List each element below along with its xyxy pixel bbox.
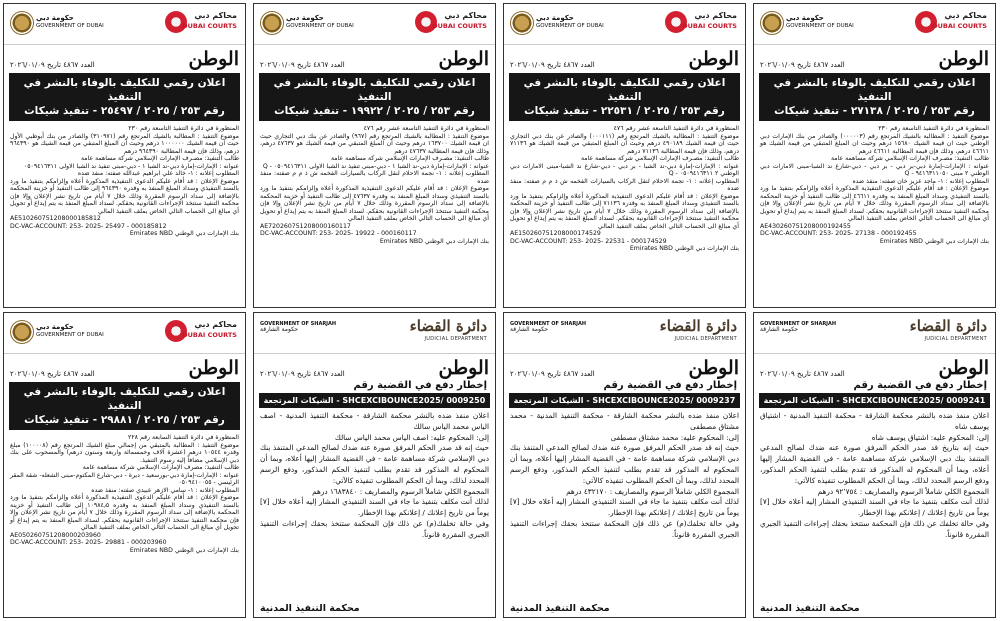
- gov-label-ar: حكومة دبي: [536, 14, 574, 22]
- notice-header: [254, 4, 495, 45]
- body-paragraph: المطلوب إعلانه : ١- خالد علي ابراهيم عبدالله صفته: منفذ ضده: [77, 170, 239, 177]
- newspaper-bar: [504, 45, 745, 69]
- newspaper-bar: [4, 354, 245, 378]
- notice-header: [504, 4, 745, 45]
- notice-case-number: رقم ٢٥٣ / ٢٠٢٥ / ٢٩٨٨١ - تنفيذ شيكات: [24, 414, 225, 426]
- gov-label-ar: حكومة دبي: [36, 323, 74, 331]
- courts-label-en: DUBAI COURTS: [182, 331, 237, 339]
- notice-body: [254, 411, 495, 541]
- body-paragraph: موضوع التنفيذ : المطالبة بالشيك المرتجع رقم (٣١٠٩٧١) والصادر من بنك أبوظبي الأول حيث ان قيمة الشيك ١٠٠٠٠٠٠ درهم وحيث أن المبلغ المتبقي من قيمة الشيك هو ٩٦٤٣٩٠ درهم، وذلك فإن قيمة المطالبة ٩٦٤٣٩٠ درهم: [10, 132, 239, 155]
- government-emblem-icon: [10, 320, 34, 344]
- body-paragraph: المنظورة في دائرة التنفيذ السابعة رقم ٢٢٨: [128, 434, 239, 441]
- body-paragraph: حيث إنه قد صدر الحكم المرفق صورة عنه ضدك لصالح المدعي المتنفذ بنك دبي الإسلامي شركة مساهمة عامة - في القضية المشار إليها أعلاه، وبما أن المحكوم له المذكور قد تقدم بطلب لتنفيذ الحكم المذكور، ودفع الرسم المحدد لذلك، وبما أن الحكم المطلوب تنفيذه كالآتي:: [260, 443, 489, 485]
- notice-headline: [9, 73, 240, 121]
- newspaper-bar: [754, 354, 995, 378]
- body-paragraph: المنظورة في دائرة التنفيذ التاسعة عشر رقم ٤٧٦: [613, 125, 739, 132]
- body-paragraph: موضوع التنفيذ : المطالبة بالشيك المرتجع رقم (٩٦٧) والصادر عن بنك دبي التجاري حيث ان قيمة الشيك ١٦٣٧٠٠ درهم وحيث أن المبلغ المتبقي من قيمة الشيك هو ٤٧٦٣٧ درهم، وذلك فإن قيمة المطالبة ٤٧٦٣٧ درهم: [260, 132, 490, 155]
- body-paragraph: حيث إنه بتاريخ قد صدر الحكم المرفق صورة عنه ضدك لصالح المدعي المتنفذ بنك دبي الإسلامي شركة مساهمة عامة - في القضية المشار إليها أعلاه، وبما أن المحكوم له المذكور قد تقدم بطلب لتنفيذ الحكم المذكور، ودفع الرسم المحدد لذلك، وبما أن الحكم المطلوب تنفيذه كالآتي:: [760, 443, 989, 485]
- courts-label-ar: محاكم دبي: [944, 11, 987, 20]
- notice-sharjah-9250: [253, 312, 496, 618]
- body-paragraph: المطلوب إعلانه : ١- تجمة الاحلام لنقل الركاب بالسيارات الفخمه ش ذ م م صفته: منفذ ضده: [510, 177, 739, 192]
- government-emblem-icon: [510, 11, 534, 35]
- notice-case-number: رقم ٢٥٣ / ٢٠٢٥ / ٢٢٥٣١ - تنفيذ شيكات: [524, 105, 725, 117]
- notice-dubai-27138: [753, 3, 996, 308]
- body-paragraph: طالب التنفيذ: مصرف الإمارات الإسلامي شركة مساهمة عامة: [82, 464, 239, 471]
- body-paragraph: المجموع الكلي شاملاً الرسوم والمصاريف : ٤٣٢١٧٠ درهم: [566, 486, 739, 496]
- notice-case-number: رقم ٢٥٣ / ٢٠٢٥ / ٢٥٤٩٧ - تنفيذ شيكات: [24, 105, 225, 117]
- notice-dubai-25497: [3, 3, 246, 308]
- notice-title: اعلان رقمي للتكليف بالوفاء بالنشر في التنفيذ: [773, 77, 976, 103]
- notice-case-number: رقم ٢٥٣ / ٢٠٢٥ / ١٩٩٢٢ - تنفيذ شيكات: [274, 105, 475, 117]
- body-paragraph: موضوع التنفيذ : المطالبة بالشيك المرتجع رقم (٠٠٠١١١) والصادر عن بنك دبي التجاري حيث ان قيمة الشيك ٤٩٠١٨٩ درهم وحيث أن المبلغ المتبقي من قيمة الشيك هو ٧١١٣٦ درهم، وذلك فإن قيمة المطالبة ٧١١٣٦ درهم: [510, 132, 739, 155]
- government-emblem-icon: [760, 11, 784, 35]
- courts-label-en: DUBAI COURTS: [932, 22, 987, 30]
- body-paragraph: لذلك أنت مكلف بتنفيذ ما جاء في السند التنفيذي المشار إليه أعلاه خلال [٧] يوماً من تاريخ إعلانك / إعلانكم بهذا الإخطار.: [510, 497, 739, 518]
- notice-case-number: SHCEXCIBOUNCE2025/ 0009250 - الشيكات المرتجعة: [259, 393, 490, 408]
- notice-body: [254, 125, 495, 223]
- newspaper-logo: الوطن: [438, 48, 489, 70]
- notice-case-number: SHCEXCIBOUNCE2025/ 0009241 - الشيكات المرتجعة: [759, 393, 990, 408]
- notice-body: [504, 411, 745, 541]
- account-line: DC-VAC-ACCOUNT: 253- 2025- 19922 - 000160117: [260, 230, 417, 237]
- notice-title: اعلان رقمي للتكليف بالوفاء بالنشر في التنفيذ: [23, 77, 226, 103]
- government-emblem-icon: [260, 11, 284, 35]
- body-paragraph: وفي حالة تخلفك(م) عن ذلك فإن المحكمة ستتخذ بحقك إجراءات التنفيذ الجبري المقررة قانوناً.: [260, 518, 489, 539]
- judicial-logo-ar: دائرة القضاء: [909, 317, 987, 335]
- notice-headline: [9, 382, 240, 430]
- courts-label-ar: محاكم دبي: [694, 11, 737, 20]
- body-paragraph: المنظورة في دائرة التنفيذ التاسعة عشر رقم ٤٧٦: [363, 125, 489, 132]
- account-line: DC-VAC-ACCOUNT: 253- 2025- 22531 - 000174529: [510, 237, 667, 245]
- sharjah-gov-en: GOVERNMENT OF SHARJAH: [760, 321, 837, 327]
- notice-header: [254, 313, 495, 354]
- iban-line: AE510260751208000185812: [10, 215, 101, 222]
- body-paragraph: المجموع الكلي شاملاً الرسوم والمصاريف : ١٦٨٣٨٤٠ درهم: [312, 486, 489, 496]
- sharjah-gov-ar: حكومة الشارقة: [510, 326, 549, 333]
- body-paragraph: عنوانه : الإمارات-إمارة دبي-ند الشبا ١ - دبي-مبنى تنفيذ ند الشبا الاولى ٠٥٠٩٤١٦٣١١ - Q: [262, 162, 489, 170]
- notice-sharjah-9241: [753, 312, 996, 618]
- notice-header: [4, 313, 245, 354]
- notice-body: [754, 411, 995, 541]
- body-paragraph: وفي حالة تخلفك عن ذلك فإن المحكمة ستتخذ بحقك إجراءات التنفيذ الجبري المقررة قانوناً.: [760, 518, 989, 539]
- notice-sharjah-9237: [503, 312, 746, 618]
- bank-line: بنك الإمارات دبي الوطني Emirates NBD: [129, 230, 239, 237]
- newspaper-logo: الوطن: [688, 357, 739, 379]
- iban-line: AE050260751208000203960: [10, 531, 101, 539]
- gov-label-en: GOVERNMENT OF DUBAI: [286, 23, 354, 29]
- notice-body: [4, 434, 245, 532]
- courts-label-en: DUBAI COURTS: [682, 22, 737, 30]
- notice-title: إخطار دفع في القضية رقم: [853, 380, 987, 391]
- sharjah-gov-ar: حكومة الشارقة: [760, 326, 799, 333]
- body-paragraph: طالب التنفيذ: مصـرف الإمارات الإسلامي شركة مساهمة عامة: [80, 155, 239, 162]
- iban-line: AE720260751208000160117: [260, 222, 351, 230]
- body-paragraph: اعلان منفذ ضده بالنشر محكمة الشارقة - محكمة التنفيذ المدنية - اشتياق يوسف شاه: [760, 411, 989, 431]
- newspaper-bar: [254, 354, 495, 378]
- issue-info: العدد ٤٨٦٧ تاريخ ٢٠٢٦/٠١/٠٩: [260, 370, 345, 378]
- body-paragraph: عنوانه : الإمارات-إمارة دبي-ند الشبا ١ - دبي-مبنى تنفيذ ند الشبا الاولى ٠٥٠٩٤١٦٣١١: [23, 162, 239, 170]
- notice-case-number: رقم ٢٥٣ / ٢٠٢٥ / ٢٧١٣٨ - تنفيذ شيكات: [774, 105, 975, 117]
- issue-info: العدد ٤٨٦٧ تاريخ ٢٠٢٦/٠١/٠٩: [260, 61, 345, 69]
- notice-title: إخطار دفع في القضية رقم: [353, 380, 487, 391]
- gov-label-en: GOVERNMENT OF DUBAI: [786, 23, 854, 29]
- body-paragraph: موضوع الإعلان : قد أقام عليكم الدعوى التنفيذية المذكورة أعلاه وإلزامكم بتنفيذ ما ورد بالسند التنفيذي وسداد المبلغ المنفذ به وقدره ٤٦٦١١ إلى طالب التنفيذ أو خزينة المحكمة بالإضافة إلى سداد الرسوم المقررة وذلك خلال ٧ أيام من تاريخ نشر الإعلان وإلا فإن محكمة التنفيذ ستتخذ الإجراءات القانونية بحقكم. لسداد المبلغ المنفذ به يتم إيداع أو تحويل أي مبالغ الى الحساب التالي الخاص بملف التنفيذ المالي: [760, 185, 990, 222]
- newspaper-bar: [504, 354, 745, 378]
- body-paragraph: طالب التنفيذ: مصـرف الإمارات الإسلامي شركة مساهمة عامة: [580, 155, 739, 162]
- issue-info: العدد ٤٨٦٧ تاريخ ٢٠٢٦/٠١/٠٩: [10, 370, 95, 378]
- judicial-department-logo: [410, 317, 487, 342]
- account-line: DC-VAC-ACCOUNT: 253- 2025- 25497 - 000185812: [10, 222, 167, 230]
- body-paragraph: طالب التنفيذ: مصـرف الإمارات الإسلامي شركة مساهمة عامة: [330, 155, 489, 162]
- newspaper-logo: الوطن: [188, 357, 239, 379]
- body-paragraph: عنوانه : الإمارات-إمارة دبي-ند الشبا - بر دبي - دبي-شارع ند الشبا-مبنى الامارات دبي الوطني ٢ ٠٥٠٩٤١٦٣١١ - Q: [510, 162, 739, 177]
- judicial-logo-en: JUDICIAL DEPARTMENT: [424, 336, 487, 342]
- judicial-department-logo: [910, 317, 987, 342]
- body-paragraph: اعلان منفذ ضده بالنشر محكمة الشارقة - محكمة التنفيذ المدنية - اصف الياس محمد الياس سالك: [260, 411, 489, 431]
- issue-info: العدد ٤٨٦٧ تاريخ ٢٠٢٦/٠١/٠٩: [510, 61, 595, 69]
- notice-title: إخطار دفع في القضية رقم: [603, 380, 737, 391]
- body-paragraph: اعلان منفذ ضده بالنشر محكمة الشارقة - محكمة التنفيذ المدنية - محمد مشتاق مصطفى: [510, 411, 739, 431]
- iban-line: AE430260751208000192455: [760, 222, 851, 230]
- issue-info: العدد ٤٨٦٧ تاريخ ٢٠٢٦/٠١/٠٩: [760, 61, 845, 69]
- body-paragraph: موضوع التنفيذ : المطالبة بالشيك المرتجع رقم (٠٠٠٠٠٣) والصادر من بنك الإمارات دبي الوطني حيث ان قيمة الشيك ١٥٦٨٠ درهم وحيث ان المبلغ المتبقي من قيمة الشيك هو ٤٦٦١١ درهم، وذلك فإن قيمة المطالبة ٤٦٦١١ درهم: [760, 132, 989, 155]
- body-paragraph: المطلوب إعلانه : ١- نجمة الاحلام لنقل الركاب بالسيارات الفخمه ش ذ م م صفته: منفذ ضده: [260, 170, 489, 185]
- gov-label-ar: حكومة دبي: [286, 14, 324, 22]
- gov-label-ar: حكومة دبي: [786, 14, 824, 22]
- newspaper-logo: الوطن: [688, 48, 739, 70]
- body-paragraph: المطلوب إعلانه : ١- ماجد عزيز خان صفته: منفذ ضده: [852, 177, 989, 185]
- body-paragraph: إلى: المحكوم عليه: اشتياق يوسف شاه: [871, 432, 989, 442]
- judicial-logo-en: JUDICIAL DEPARTMENT: [674, 336, 737, 342]
- classifieds-page: [3, 3, 997, 618]
- body-paragraph: المنظورة في دائرة التنفيذ التاسعة رقم ٢٣٠: [128, 125, 239, 132]
- bank-line: بنك الإمارات دبي الوطني Emirates NBD: [129, 546, 239, 554]
- notice-header: [4, 4, 245, 45]
- notice-title: اعلان رقمي للتكليف بالوفاء بالنشر في التنفيذ: [523, 77, 726, 103]
- notice-headline: [509, 73, 740, 121]
- body-paragraph: المجموع الكلي شاملاً الرسوم والمصاريف : ٩٢٬٧٥٤ درهم: [817, 486, 989, 496]
- body-paragraph: حيث إنه قد صدر الحكم المرفق صورة عنه ضدك لصالح المدعي المتنفذ بنك دبي الإسلامي شركة مساهمة عامة - في القضية المشار إليها أعلاه، وبما أن المحكوم له المذكور قد تقدم بطلب لتنفيذ الحكم المذكور، ودفع الرسم المحدد لذلك، وبما أن الحكم المطلوب تنفيذه كالآتي:: [510, 443, 739, 485]
- body-paragraph: موضوع الإعلان : قد أقام عليكم الدعوى التنفيذية المذكورة أعلاه وإلزامكم بتنفيذ ما ورد بالسند التنفيذي وسداد المبلغ المنفذ به وقدره ٩٦٤٣٩٠ إلى طالب التنفيذ أو خزينة المحكمة بالإضافة إلى سداد الرسوم المقررة وذلك خلال ٧ أيام من تاريخ نشر الإعلان وإلا فإن محكمة التنفيذ ستتخذ الإجراءات القانونية بحقكم. لسداد المبلغ المنفذ به يتم إيداع أو تحويل أي مبالغ الى الحساب التالي الخاص بملف التنفيذ المالي: [10, 177, 240, 215]
- court-signature: محكمة التنفيذ المدنية: [260, 603, 360, 614]
- body-paragraph: إلى: المحكوم عليه: اصف الياس محمد الياس سالك: [334, 432, 489, 442]
- body-paragraph: موضوع التنفيذ : المطالبة بالمتبقي من إجمالي مبلغ الشيك المرتجع رقم (١٠٠٠٠٨) مبلغ وقدره ١٠٥٤٤ درهم (عشرة آلاف وخمسمائة واربعة وستون درهم) والمسحوب على بنك دبي الإسلامي مضافاً إليه رسوم التنفيذ.: [10, 441, 240, 464]
- judicial-logo-ar: دائرة القضاء: [409, 317, 487, 335]
- notice-body: [4, 125, 245, 215]
- courts-label-ar: محاكم دبي: [194, 320, 237, 329]
- notice-dubai-22531: [503, 3, 746, 308]
- newspaper-bar: [4, 45, 245, 69]
- sharjah-gov-ar: حكومة الشارقة: [260, 326, 299, 333]
- gov-label-en: GOVERNMENT OF DUBAI: [536, 23, 604, 29]
- sharjah-gov-en: GOVERNMENT OF SHARJAH: [260, 321, 337, 327]
- body-paragraph: المنظورة في دائرة التنفيذ التاسعة رقم ٢٣٠: [878, 125, 989, 132]
- iban-line: AE150260751208000174529: [510, 230, 601, 237]
- body-paragraph: لذلك أنت مكلف بتنفيذ ما جاء في السند التنفيذي المشار إليه أعلاه خلال [٧] يوماً من تاريخ إعلانك / إعلانكم بهذا الإخطار.: [760, 497, 989, 518]
- courts-label-ar: محاكم دبي: [444, 11, 487, 20]
- notice-title: اعلان رقمي للتكليف بالوفاء بالنشر في التنفيذ: [273, 77, 476, 103]
- body-paragraph: إلى: المحكوم عليه: محمد مشتاق مصطفى: [610, 432, 739, 442]
- notice-header: [754, 313, 995, 354]
- body-paragraph: عنوانه : الإمارات-إمارة دبي-بر دبي - بر دبي - دبي-شارع ند الشبا-مبنى الامارات دبي الوطني ٢ مبنى ٩٤١٦٣١١٠٥٠ - Q: [760, 162, 989, 177]
- courts-label-ar: محاكم دبي: [194, 11, 237, 20]
- issue-info: العدد ٤٨٦٧ تاريخ ٢٠٢٦/٠١/٠٩: [510, 370, 595, 378]
- notice-headline: [259, 73, 490, 121]
- bank-line: بنك الإمارات دبي الوطني Emirates NBD: [629, 245, 739, 252]
- bank-line: بنك الإمارات دبي الوطني Emirates NBD: [879, 237, 989, 245]
- court-signature: محكمة التنفيذ المدنية: [760, 603, 860, 614]
- judicial-department-logo: [660, 317, 737, 342]
- newspaper-bar: [754, 45, 995, 69]
- notice-headline: [759, 73, 990, 121]
- courts-label-en: DUBAI COURTS: [432, 22, 487, 30]
- body-paragraph: عنوانه : الإمارات-إمارة دبي-بورسعيد - ديرة - دبي-شارع المكتوم-مبنى الشعله- شقة المقر الرئيسي - ٠٥٠٩٤١٠٠٥٥: [10, 471, 239, 486]
- court-signature: محكمة التنفيذ المدنية: [510, 603, 610, 614]
- sharjah-gov-label: [510, 321, 586, 333]
- judicial-logo-ar: دائرة القضاء: [659, 317, 737, 335]
- account-line: DC-VAC-ACCOUNT: 253- 2025- 27138 - 000192455: [760, 230, 917, 237]
- notice-case-number: SHCEXCIBOUNCE2025/ 0009237 - الشيكات المرتجعة: [509, 393, 740, 408]
- gov-label-ar: حكومة دبي: [36, 14, 74, 22]
- judicial-logo-en: JUDICIAL DEPARTMENT: [924, 336, 987, 342]
- notice-body: [504, 125, 745, 230]
- gov-label-en: GOVERNMENT OF DUBAI: [36, 332, 104, 338]
- body-paragraph: موضوع الإعلان : قد أقام عليكم الدعوى التنفيذية المذكورة أعلاه وإلزامكم بتنفيذ ما ورد بالسند التنفيذي وسداد المبلغ المنفذ به وقدره ٤٧٦٣٧ إلى طالب التنفيذ أو خزينة المحكمة بالإضافة إلى سداد الرسوم المقررة وذلك خلال ٧ أيام من تاريخ نشر الإعلان وإلا فإن محكمة التنفيذ ستتخذ الإجراءات القانونية بحقكم. لسداد المبلغ المنفذ به يتم إيداع أو تحويل أي مبالغ الى الحساب التالي الخاص بملف التنفيذ المالي: [260, 185, 490, 222]
- body-paragraph: وفي حالة تخلفك(م) عن ذلك فإن المحكمة ستتخذ بحقك إجراءات التنفيذ الجبري المقررة قانوناً.: [510, 518, 739, 539]
- issue-info: العدد ٤٨٦٧ تاريخ ٢٠٢٦/٠١/٠٩: [760, 370, 845, 378]
- body-paragraph: طالب التنفيذ: مصـرف الإمارات الإسلامي شركة مساهمة عامة: [830, 155, 989, 162]
- body-paragraph: لذلك أنت مكلف بتنفيذ ما جاء في السند التنفيذي المشار إليه أعلاه خلال [٧] يوماً من تاريخ إعلانك / إعلانكم بهذا الإخطار.: [260, 497, 489, 518]
- newspaper-logo: الوطن: [938, 357, 989, 379]
- notice-header: [754, 4, 995, 45]
- sharjah-gov-label: [760, 321, 836, 333]
- body-paragraph: موضوع الإعلان : قد أقام عليكم الدعوى التنفيذية المذكورة أعلاه وإلزامكم بتنفيذ ما ورد بالسند التنفيذي وسداد المبلغ المنفذ به وقدره ٧١١٣٦ إلى طالب التنفيذ أو خزينة المحكمة بالإضافة إلى سداد الرسوم المقررة وذلك خلال ٧ أيام من تاريخ نشر الإعلان وإلا فإن محكمة التنفيذ ستتخذ الإجراءات القانونية بحقكم. لسداد المبلغ المنفذ به يتم إيداع أو تحويل أي مبالغ الى الحساب التالي الخاص بملف التنفيذ المالي: [510, 192, 740, 230]
- newspaper-logo: الوطن: [938, 48, 989, 70]
- bank-line: بنك الإمارات دبي الوطني Emirates NBD: [379, 237, 489, 245]
- government-emblem-icon: [10, 11, 34, 35]
- body-paragraph: المطلوب إعلانه : ١- سامي الازهر عبيدي صفته: منفذ ضده: [91, 486, 239, 494]
- notice-header: [504, 313, 745, 354]
- sharjah-gov-label: [260, 321, 336, 333]
- notice-body: [754, 125, 995, 223]
- body-paragraph: موضوع الإعلان : قد أقام عليكم الدعوى التنفيذية المذكورة أعلاه وإلزامكم بتنفيذ ما ورد بالسند التنفيذي وسداد المبلغ المنفذ به وقدره ١٠٩٨٤٫٥ إلى طالب التنفيذ أو خزينة المحكمة بالإضافة إلى سداد الرسوم المقررة وذلك خلال ٧ أيام من تاريخ نشر الإعلان وإلا فإن محكمة التنفيذ ستتخذ الإجراءات القانونية بحقكم. لسداد المبلغ المنفذ به يتم إيداع أو تحويل أي مبالغ الى الحساب التالي الخاص بملف التنفيذ المالي: [10, 494, 239, 531]
- newspaper-logo: الوطن: [438, 357, 489, 379]
- newspaper-bar: [254, 45, 495, 69]
- issue-info: العدد ٤٨٦٧ تاريخ ٢٠٢٦/٠١/٠٩: [10, 61, 95, 69]
- account-line: DC-VAC-ACCOUNT: 253- 2025- 29881 - 000203960: [10, 539, 167, 546]
- notice-title: اعلان رقمي للتكليف بالوفاء بالنشر في التنفيذ: [23, 386, 226, 412]
- notice-dubai-19922: [253, 3, 496, 308]
- courts-label-en: DUBAI COURTS: [182, 22, 237, 30]
- notice-dubai-29881: [3, 312, 246, 618]
- newspaper-logo: الوطن: [188, 48, 239, 70]
- gov-label-en: GOVERNMENT OF DUBAI: [36, 23, 104, 29]
- sharjah-gov-en: GOVERNMENT OF SHARJAH: [510, 321, 587, 327]
